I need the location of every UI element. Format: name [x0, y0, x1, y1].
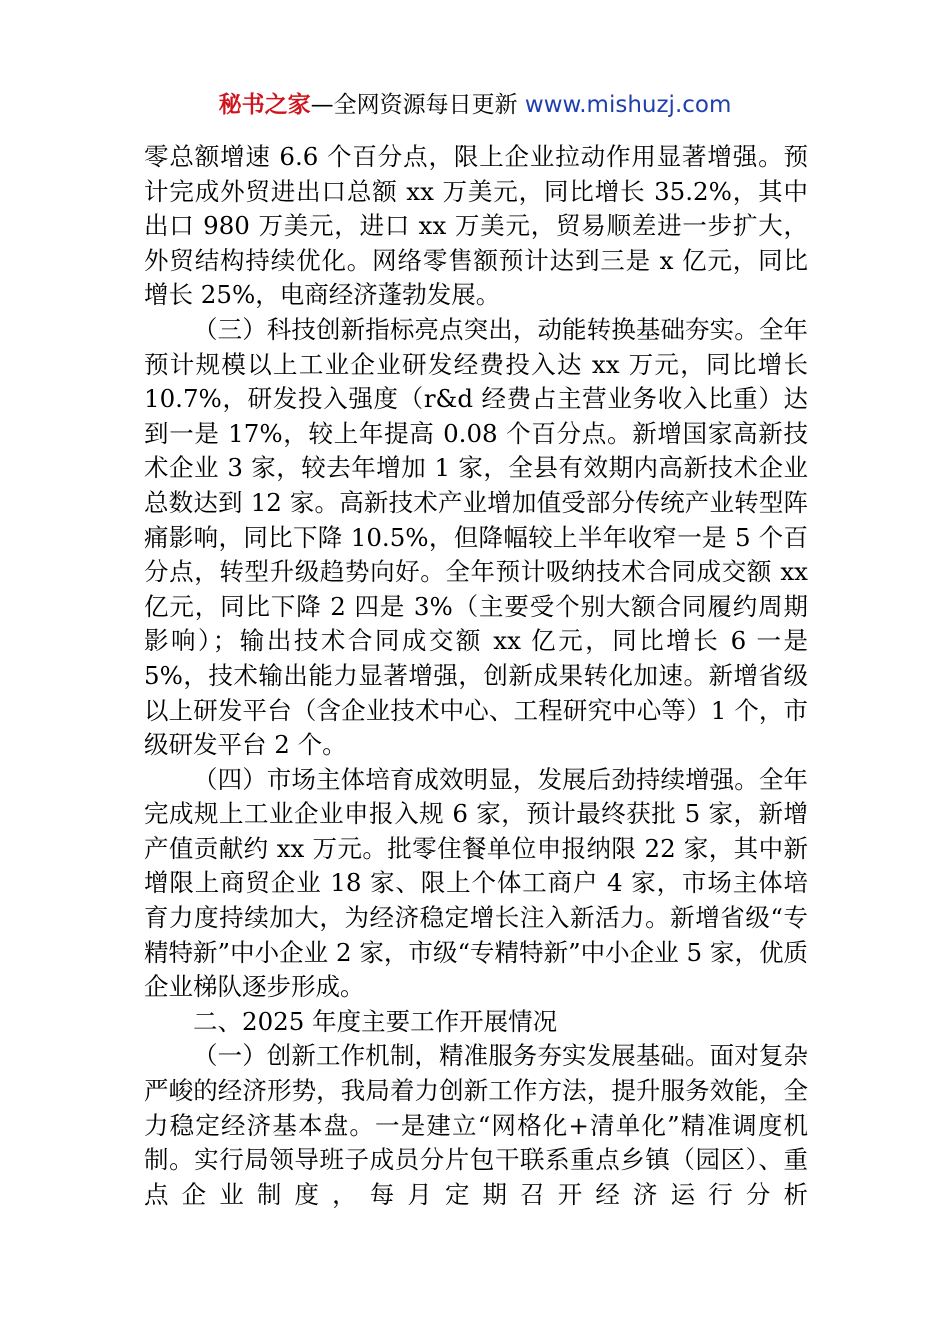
document-body	[144, 140, 808, 1212]
paragraph-trade-continuation: 零总额增速 6.6 个百分点，限上企业拉动作用显著增强。预计完成外贸进出口总额 xx 万美元，同比增长 35.2%，其中出口 980 万美元，进口 xx 万美元，贸易顺差进一步扩大，外贸结构持续优化。网络零售额预计达到三是 x 亿元，同比增长 25%，电商经济蓬勃发展。	[144, 142, 808, 310]
section-heading-2025-work: 二、2025 年度主要工作开展情况	[193, 1006, 558, 1036]
site-header	[0, 88, 950, 122]
site-slogan: —全网资源每日更新	[310, 92, 525, 118]
paragraph-market-entities: （四）市场主体培育成效明显，发展后劲持续增强。全年完成规上工业企业申报入规 6 家，预计最终获批 5 家，新增产值贡献约 xx 万元。批零住餐单位申报纳限 22 家，其中新增限上商贸企业 18 家、限上个体工商户 4 家，市场主体培育力度持续加大，为经济稳定增长注入新活力。新增省级“专精特新”中小企业 2 家，市级“专精特新”中小企业 5 家，优质企业梯队逐步形成。	[144, 764, 808, 1002]
paragraph-work-mechanism: （一）创新工作机制，精准服务夯实发展基础。面对复杂严峻的经济形势，我局着力创新工作方法，提升服务效能，全力稳定经济基本盘。一是建立“网格化+清单化”精准调度机制。实行局领导班子成员分片包干联系重点乡镇（园区）、重点企业制度，每月定期召开经济运行分析	[144, 1041, 808, 1209]
paragraph-tech-innovation: （三）科技创新指标亮点突出，动能转换基础夯实。全年预计规模以上工业企业研发经费投入达 xx 万元，同比增长 10.7%，研发投入强度（r&d 经费占主营业务收入比重）达到一是 17%，较上年提高 0.08 个百分点。新增国家高新技术企业 3 家，较去年增加 1 家，全县有效期内高新技术企业总数达到 12 家。高新技术产业增加值受部分传统产业转型阵痛影响，同比下降 10.5%，但降幅较上半年收窄一是 5 个百分点，转型升级趋势向好。全年预计吸纳技术合同成交额 xx 亿元，同比下降 2 四是 3%（主要受个别大额合同履约周期影响）；输出技术合同成交额 xx 亿元，同比增长 6 一是 5%，技术输出能力显著增强，创新成果转化加速。新增省级以上研发平台（含企业技术中心、工程研究中心等）1 个，市级研发平台 2 个。	[144, 314, 808, 760]
site-url-link[interactable]: www.mishuzj.com	[524, 92, 732, 118]
site-brand: 秘书之家	[218, 92, 311, 118]
